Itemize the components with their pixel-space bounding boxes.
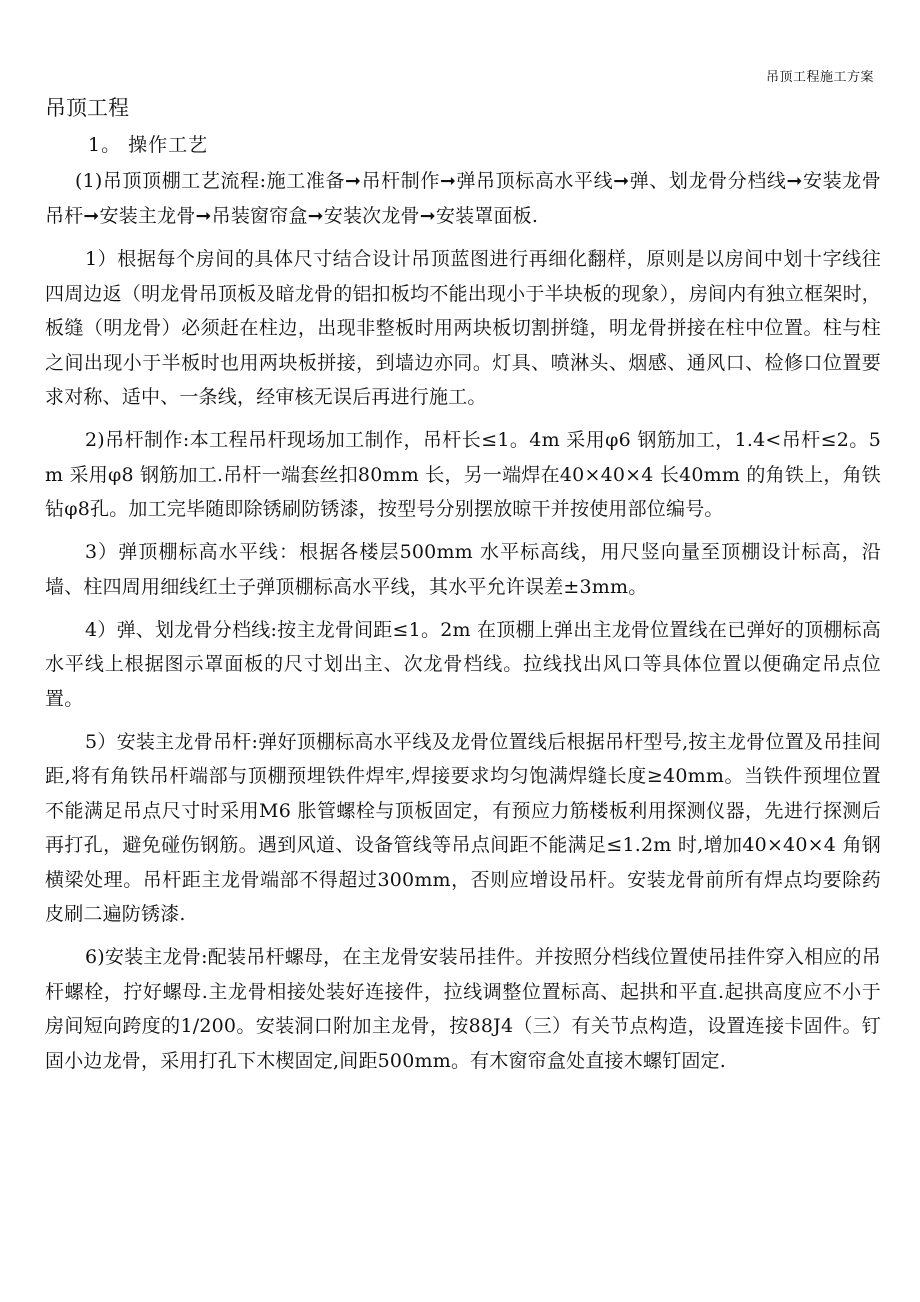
paragraph-step-3: 3）弹顶棚标高水平线：根据各楼层500mm 水平标高线，用尺竖向量至顶棚设计标高，沿墙、柱四周用细线红土子弹顶棚标高水平线，其水平允许误差±3mm。: [45, 541, 881, 598]
paragraph-step-5: 5）安装主龙骨吊杆:弹好顶棚标高水平线及龙骨位置线后根据吊杆型号,按主龙骨位置及吊挂间距,将有角铁吊杆端部与顶棚预埋铁件焊牢,焊接要求均匀饱满焊缝长度≥40mm。当铁件预埋位置不能满足吊点尺寸时采用M6 胀管螺栓与顶板固定，有预应力筋楼板利用探测仪器，先进行探测后再打孔，避免碰伤钢筋。遇到风道、设备管线等吊点间距不能满足≤1.2m 时,增加40×40×4 角钢横梁处理。吊杆距主龙骨端部不得超过300mm，否则应增设吊杆。安装龙骨前所有焊点均要除药皮刷二遍防锈漆.: [45, 730, 881, 925]
paragraph-step-4: 4）弹、划龙骨分档线:按主龙骨间距≤1。2m 在顶棚上弹出主龙骨位置线在已弹好的顶棚标高水平线上根据图示罩面板的尺寸划出主、次龙骨档线。拉线找出风口等具体位置以便确定吊点位置。: [45, 618, 881, 710]
paragraph-step-1: 1）根据每个房间的具体尺寸结合设计吊顶蓝图进行再细化翻样，原则是以房间中划十字线往四周边返（明龙骨吊顶板及暗龙骨的铝扣板均不能出现小于半块板的现象），房间内有独立框架时，板缝（明龙骨）必须赶在柱边，出现非整板时用两块板切割拼缝，明龙骨拼接在柱中位置。柱与柱之间出现小于半板时也用两块板拼接，到墙边亦同。灯具、喷淋头、烟感、通风口、检修口位置要求对称、适中、一条线，经审核无误后再进行施工。: [45, 248, 881, 408]
section-heading: 1。 操作工艺: [88, 134, 209, 156]
document-title: 吊顶工程: [45, 96, 129, 120]
paragraph-step-6: 6)安装主龙骨:配装吊杆螺母，在主龙骨安装吊挂件。并按照分档线位置使吊挂件穿入相应的吊杆螺栓，拧好螺母.主龙骨相接处装好连接件，拉线调整位置标高、起拱和平直.起拱高度应不小于房间短向跨度的1/200。安装洞口附加主龙骨，按88J4（三）有关节点构造，设置连接卡固件。钉固小边龙骨，采用打孔下木楔固定,间距500mm。有木窗帘盒处直接木螺钉固定.: [45, 946, 881, 1072]
running-header: 吊顶工程施工方案: [765, 70, 874, 85]
paragraph-step-2: 2)吊杆制作:本工程吊杆现场加工制作，吊杆长≤1。4m 采用φ6 钢筋加工，1.4<吊杆≤2。5m 采用φ8 钢筋加工.吊杆一端套丝扣80mm 长，另一端焊在40×40×4 长40mm 的角铁上，角铁钻φ8孔。加工完毕随即除锈刷防锈漆，按型号分别摆放晾干并按使用部位编号。: [45, 429, 881, 520]
document-body: [45, 124, 881, 1087]
paragraph-process-flow: (1)吊顶顶棚工艺流程:施工准备➞吊杆制作➞弹吊顶标高水平线➞弹、划龙骨分档线➞安装龙骨吊杆➞安装主龙骨➞吊装窗帘盒➞安装次龙骨➞安装罩面板.: [45, 170, 881, 227]
